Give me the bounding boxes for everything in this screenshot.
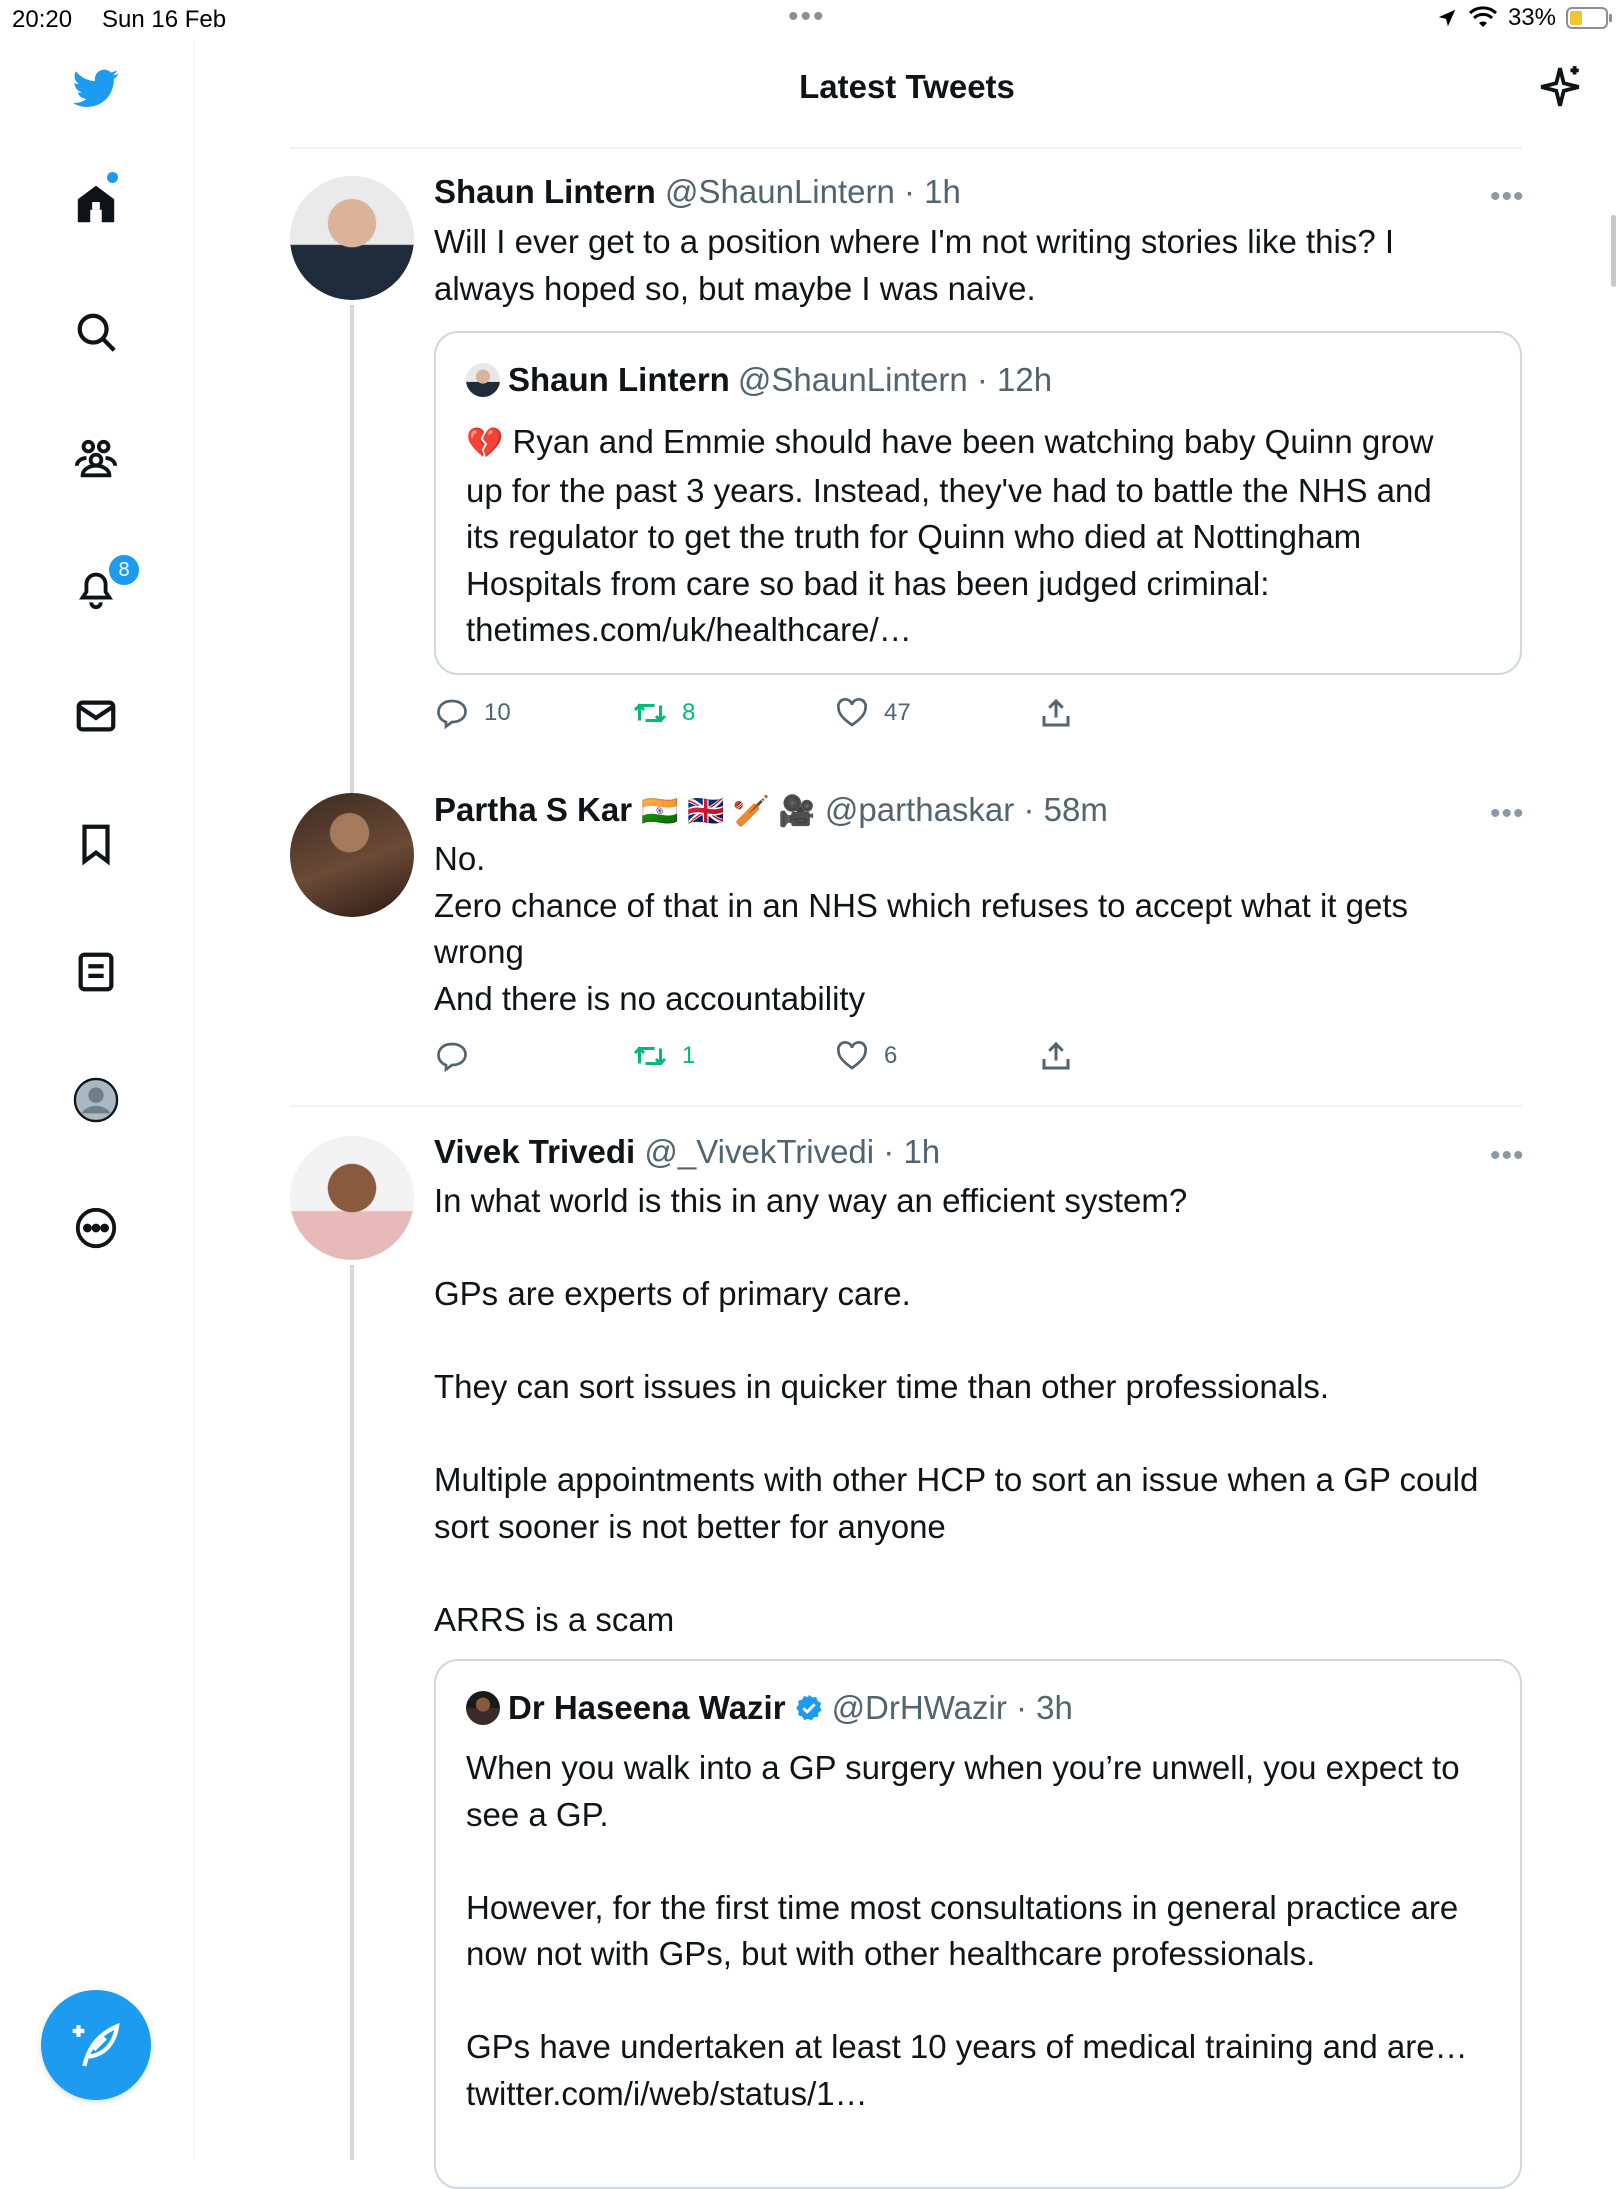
tweet-time[interactable]: 1h xyxy=(903,1133,941,1170)
quoted-avatar xyxy=(466,1691,500,1725)
author-handle[interactable]: @_VivekTrivedi xyxy=(644,1133,875,1170)
tweet-text: In what world is this in any way an efficient system? GPs are experts of primary care. They can sort issues in quicker time than other professionals. Multiple appointments with other HCP to sort an issue when a GP could sort sooner is not better for anyone ARRS is a scam xyxy=(434,1182,1479,1638)
reply-icon xyxy=(434,695,470,731)
retweet-count: 1 xyxy=(682,1042,696,1069)
name-emojis: 🇮🇳 🇬🇧 🏏 🎥 xyxy=(641,795,816,828)
notifications-badge: 8 xyxy=(107,553,141,587)
reply-count: 10 xyxy=(484,699,511,726)
tweet-divider xyxy=(290,1105,1522,1107)
quoted-tweet-header: Dr Haseena Wazir @DrHWazir · 3h xyxy=(466,1689,1073,1727)
wifi-icon xyxy=(1468,6,1498,30)
author-name[interactable]: Shaun Lintern xyxy=(434,173,656,210)
more-icon[interactable] xyxy=(70,1202,122,1254)
tweet-time[interactable]: 58m xyxy=(1043,791,1108,828)
reply-icon xyxy=(434,1038,470,1074)
tweet-text: Will I ever get to a position where I'm not writing stories like this? I always hoped so, but maybe I was naive. xyxy=(434,223,1395,307)
sparkle-icon[interactable] xyxy=(1535,62,1585,112)
retweet-count: 8 xyxy=(682,699,696,726)
like-count: 6 xyxy=(884,1042,898,1069)
verified-badge-icon xyxy=(794,1693,824,1723)
page-title: Latest Tweets xyxy=(799,68,1015,105)
status-time: 20:20 xyxy=(12,6,73,33)
quoted-time: 12h xyxy=(997,361,1053,398)
compose-icon xyxy=(68,2017,124,2073)
author-name[interactable]: Vivek Trivedi xyxy=(434,1133,636,1170)
header-divider xyxy=(290,147,1522,149)
quoted-author-handle: @ShaunLintern xyxy=(737,361,968,398)
battery-icon xyxy=(1566,7,1608,29)
search-icon[interactable] xyxy=(70,306,122,358)
retweet-button[interactable] xyxy=(632,1038,695,1074)
retweet-icon xyxy=(632,695,668,731)
tweet-header: Partha S Kar 🇮🇳 🇬🇧 🏏 🎥 @parthaskar · 58m xyxy=(434,791,1108,828)
thread-connector xyxy=(350,305,354,795)
share-icon xyxy=(1038,1038,1074,1074)
tweet-more-icon[interactable]: ••• xyxy=(1490,180,1525,213)
retweet-icon xyxy=(632,1038,668,1074)
compose-button[interactable] xyxy=(41,1990,151,2100)
quoted-avatar xyxy=(466,363,500,397)
broken-heart-emoji: 💔 xyxy=(466,427,504,460)
quoted-time: 3h xyxy=(1036,1689,1073,1726)
tweet-text: No. Zero chance of that in an NHS which refuses to accept what it gets wrong And there is no accountability xyxy=(434,840,1408,1017)
quoted-link[interactable]: thetimes.com/uk/healthcare/… xyxy=(466,611,912,648)
avatar[interactable] xyxy=(290,793,414,917)
communities-icon[interactable] xyxy=(70,434,122,486)
quoted-text: When you walk into a GP surgery when you’re unwell, you expect to see a GP. However, for the first time most consultations in general practice are now not with GPs, but with other healthcare professionals. GPs have undertaken at least 10 years of medical training and are… twitter.com/i/web/status/1… xyxy=(466,1745,1506,2117)
quoted-tweet[interactable] xyxy=(434,331,1522,675)
tweet-more-icon[interactable]: ••• xyxy=(1490,797,1525,830)
status-right xyxy=(1436,4,1608,32)
quoted-author-handle: @DrHWazir xyxy=(831,1689,1007,1726)
tweet-header: Vivek Trivedi @_VivekTrivedi · 1h xyxy=(434,1133,941,1170)
quoted-tweet-header: Shaun Lintern @ShaunLintern · 12h xyxy=(466,361,1052,399)
heart-icon xyxy=(834,695,870,731)
quoted-text: 💔 Ryan and Emmie should have been watching baby Quinn grow up for the past 3 years. Instead, they've had to battle the NHS and its regulator to get the truth for Quinn who died at Nottingham Hospitals from care so bad it has been judged criminal: thetimes.com/uk/healthcare/… xyxy=(466,419,1506,654)
heart-icon xyxy=(834,1038,870,1074)
share-button[interactable] xyxy=(1038,1038,1074,1074)
tweet-header: Shaun Lintern @ShaunLintern · 1h xyxy=(434,173,961,210)
battery-percent: 33% xyxy=(1507,4,1556,31)
quoted-author-name: Shaun Lintern xyxy=(508,361,730,398)
reply-button[interactable] xyxy=(434,695,511,731)
multitasking-dots-icon[interactable]: ••• xyxy=(788,0,826,33)
like-button[interactable] xyxy=(834,695,911,731)
bookmarks-icon[interactable] xyxy=(70,818,122,870)
scrollbar[interactable] xyxy=(1611,215,1616,287)
author-handle[interactable]: @ShaunLintern xyxy=(665,173,895,210)
tweet-more-icon[interactable]: ••• xyxy=(1490,1139,1525,1172)
location-arrow-icon xyxy=(1436,7,1458,29)
share-button[interactable] xyxy=(1038,695,1074,731)
quoted-author-name: Dr Haseena Wazir xyxy=(508,1689,786,1726)
author-name[interactable]: Partha S Kar xyxy=(434,791,633,828)
messages-icon[interactable] xyxy=(70,690,122,742)
tweet-actions xyxy=(434,695,1084,735)
profile-icon[interactable] xyxy=(70,1074,122,1126)
retweet-button[interactable] xyxy=(632,695,695,731)
like-button[interactable] xyxy=(834,1038,897,1074)
status-bar xyxy=(0,0,1620,40)
reply-button[interactable] xyxy=(434,1038,484,1074)
like-count: 47 xyxy=(884,699,911,726)
avatar[interactable] xyxy=(290,1136,414,1260)
share-icon xyxy=(1038,695,1074,731)
quoted-tweet[interactable] xyxy=(434,1659,1522,2189)
tweet-time[interactable]: 1h xyxy=(924,173,961,210)
tweet-actions xyxy=(434,1038,1084,1078)
home-icon[interactable] xyxy=(70,178,122,230)
author-handle[interactable]: @parthaskar xyxy=(824,791,1015,828)
avatar[interactable] xyxy=(290,176,414,300)
status-date: Sun 16 Feb xyxy=(102,6,227,33)
quoted-link[interactable]: twitter.com/i/web/status/1… xyxy=(466,2074,868,2112)
thread-connector xyxy=(350,1265,354,2160)
lists-icon[interactable] xyxy=(70,946,122,998)
home-notification-dot xyxy=(107,172,118,183)
